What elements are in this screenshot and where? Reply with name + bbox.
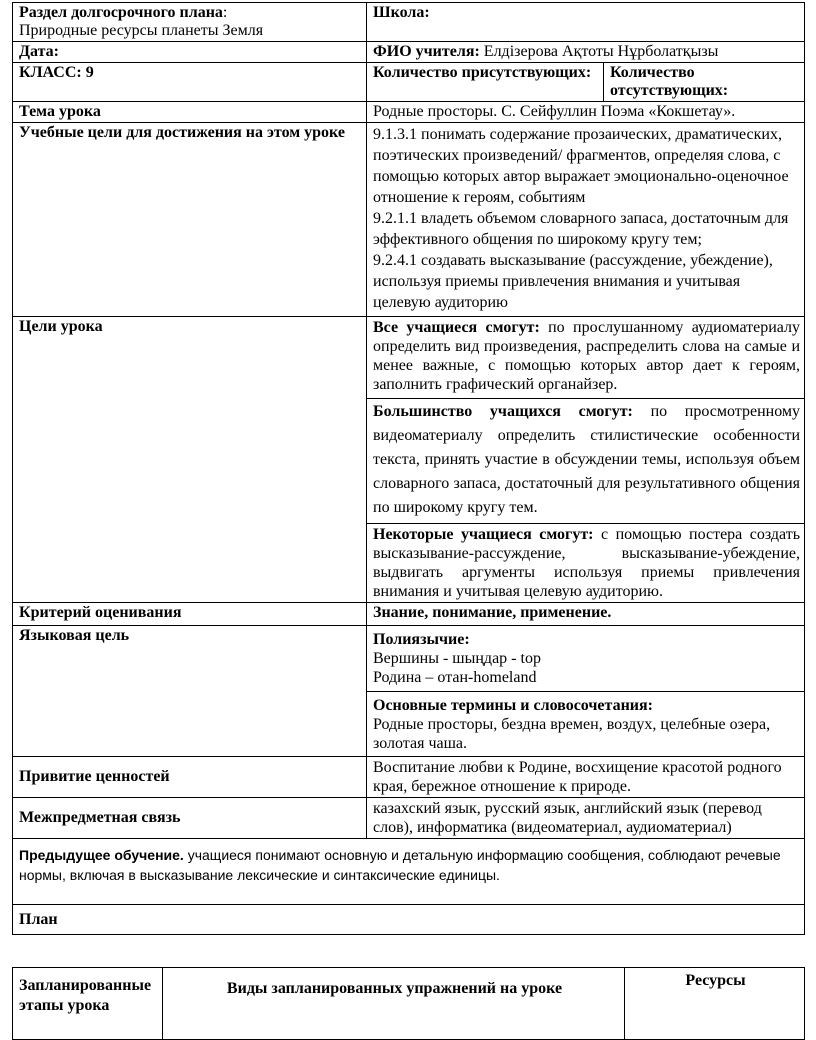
prior-text: учащиеся понимают основную и детальную информацию сообщения, соблюдают речевые нормы, включая в высказывание лексические и синтаксические единицы. bbox=[19, 847, 781, 883]
class-row bbox=[13, 63, 805, 102]
lesson-plan-table bbox=[12, 2, 805, 935]
poly-label: Полиязычие: bbox=[373, 631, 470, 648]
goal-item: 9.2.4.1 создавать высказывание (рассуждение, убеждение), используя приемы привлечения внимания и учитывая целевую аудиторию bbox=[373, 252, 773, 311]
cross-label: Межпредметная связь bbox=[13, 798, 367, 839]
section-cell bbox=[13, 3, 367, 42]
aims-label: Цели урока bbox=[13, 317, 367, 603]
teacher-label: ФИО учителя: bbox=[373, 43, 480, 60]
goals-label: Учебные цели для достижения на этом уроке bbox=[13, 123, 367, 317]
date-row bbox=[13, 42, 805, 63]
cross-value: казахский язык, русский язык, английский язык (перевод слов), информатика (видеоматериал, аудиоматериал) bbox=[367, 798, 805, 839]
aim-some-text: с помощью постера создать высказывание-рассуждение, высказывание-убеждение, выдвигать аргументы используя приемы привлечения внимания и учитывая целевую аудиторию. bbox=[373, 526, 801, 600]
aim-most-cell bbox=[367, 399, 805, 524]
poly-cell bbox=[367, 626, 805, 692]
section-row bbox=[13, 3, 805, 42]
lang-poly-row bbox=[13, 626, 805, 692]
aim-some-cell bbox=[367, 524, 805, 603]
date-label: Дата: bbox=[13, 42, 367, 63]
section-colon: : bbox=[222, 4, 228, 21]
criteria-value: Знание, понимание, применение. bbox=[367, 603, 805, 626]
section-value: Природные ресурсы планеты Земля bbox=[19, 22, 264, 39]
teacher-value: Елдізерова Ақтоты Нұрболатқызы bbox=[479, 43, 719, 60]
class-label: КЛАСС: 9 bbox=[13, 63, 367, 102]
school-label: Школа: bbox=[367, 3, 805, 42]
col-resources: Ресурсы bbox=[625, 968, 805, 1040]
aim-most-text: по просмотренному видеоматериалу определить стилистические особенности текста, принять участие в обсуждении темы, используя объем словарного запаса, достаточный для результативного общения по широкому кругу тем. bbox=[373, 403, 801, 516]
col-stages: Запланированные этапы урока bbox=[13, 968, 163, 1040]
aim-some-label: Некоторые учащиеся смогут: bbox=[373, 526, 594, 543]
prior-row bbox=[13, 839, 805, 905]
goals-cell bbox=[367, 123, 805, 317]
aim-all-label: Все учащиеся смогут: bbox=[373, 319, 540, 336]
prior-label: Предыдущее обучение. bbox=[19, 847, 184, 863]
criteria-label: Критерий оценивания bbox=[13, 603, 367, 626]
values-label: Привитие ценностей bbox=[13, 757, 367, 798]
teacher-cell bbox=[367, 42, 805, 63]
present-label: Количество присутствующих: bbox=[367, 63, 604, 102]
plan-columns-table bbox=[12, 967, 805, 1040]
terms-label: Основные термины и словосочетания: bbox=[373, 697, 653, 714]
lang-label: Языковая цель bbox=[13, 626, 367, 757]
goals-row bbox=[13, 123, 805, 317]
terms-cell bbox=[367, 692, 805, 757]
col-activities: Виды запланированных упражнений на уроке bbox=[163, 968, 625, 1040]
aim-all-text: по прослушанному аудиоматериалу определить вид произведения, распределить слова на самые и менее важные, с помощью которых автор дает к героям, заполнить графический органайзер. bbox=[373, 319, 801, 393]
goal-item: 9.1.3.1 понимать содержание прозаических, драматических, поэтических произведений/ фрагментов, определяя слова, с помощью которых автор выражает эмоционально-оценочное отношение к героям, событиям bbox=[373, 126, 789, 206]
aims-all-row bbox=[13, 317, 805, 399]
topic-value: Родные просторы. С. Сейфуллин Поэма «Кокшетау». bbox=[367, 102, 805, 123]
poly-line: Родина – отан-homeland bbox=[373, 669, 537, 686]
aim-most-label: Большинство учащихся смогут: bbox=[373, 403, 633, 420]
values-row bbox=[13, 757, 805, 798]
poly-line: Вершины - шыңдар - top bbox=[373, 650, 541, 667]
plan-label: План bbox=[13, 905, 805, 935]
criteria-row bbox=[13, 603, 805, 626]
aim-all-cell bbox=[367, 317, 805, 399]
terms-value: Родные просторы, бездна времен, воздух, целебные озера, золотая чаша. bbox=[373, 716, 771, 752]
topic-row bbox=[13, 102, 805, 123]
section-label: Раздел долгосрочного плана bbox=[19, 4, 223, 21]
goal-item: 9.2.1.1 владеть объемом словарного запаса, достаточным для эффективного общения по широкому кругу тем; bbox=[373, 210, 789, 248]
cross-row bbox=[13, 798, 805, 839]
topic-label: Тема урока bbox=[13, 102, 367, 123]
values-value: Воспитание любви к Родине, восхищение красотой родного края, бережное отношение к природе. bbox=[367, 757, 805, 798]
absent-label: Количество отсутствующих: bbox=[604, 63, 805, 102]
plan-row bbox=[13, 905, 805, 935]
plan-header-row bbox=[13, 968, 805, 1040]
prior-cell bbox=[13, 839, 805, 905]
